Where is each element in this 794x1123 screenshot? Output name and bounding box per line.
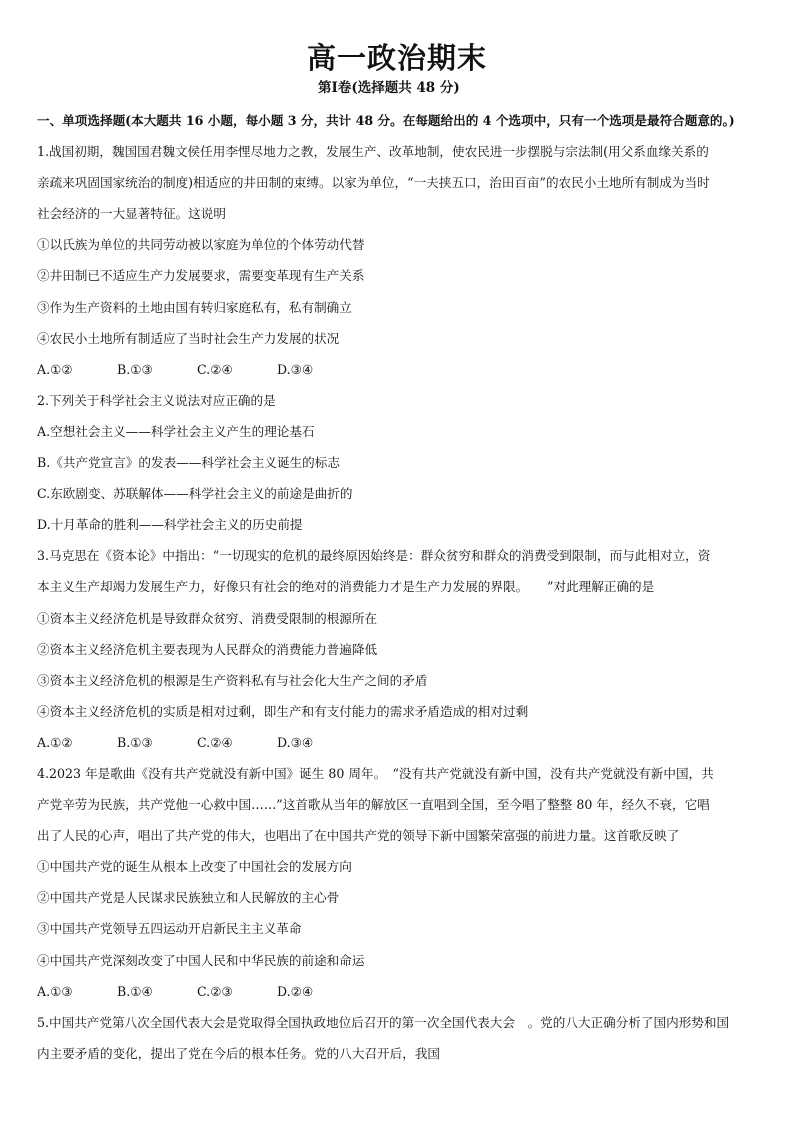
option-item: A.空想社会主义——科学社会主义产生的理论基石: [37, 423, 315, 439]
option-item: C.东欧剧变、苏联解体——科学社会主义的前途是曲折的: [37, 486, 353, 502]
statement-item: ③资本主义经济危机的根源是生产资料私有与社会化大生产之间的矛盾: [37, 672, 428, 688]
section-heading: 第Ⅰ卷(选择题共 48 分): [318, 80, 460, 96]
statement-item: ②井田制已不适应生产力发展要求，需要变革现有生产关系: [37, 268, 365, 284]
statement-item: ①以氏族为单位的共同劳动被以家庭为单位的个体劳动代替: [37, 237, 365, 253]
section-instructions: 一、单项选择题(本大题共 16 小题，每小题 3 分，共计 48 分。在每题给出的 4 个选项中，只有一个选项是最符合题意的。): [37, 113, 735, 128]
option-b: B.①③: [117, 734, 153, 750]
statement-item: ④农民小土地所有制适应了当时社会生产力发展的状况: [37, 330, 340, 346]
statement-item: ③中国共产党领导五四运动开启新民主主义革命: [37, 921, 302, 937]
question-stem-line: 本主义生产却竭力发展生产力，好像只有社会的绝对的消费能力才是生产力发展的界限。 ”对此理解正确的是: [37, 579, 655, 595]
question-stem-line: 1.战国初期，魏国国君魏文侯任用李悝尽地力之教，发展生产、改革地制，使农民进一步摆脱与宗法制(用父系血缘关系的: [37, 144, 709, 160]
answer-options: [37, 976, 762, 1007]
question-1: [37, 136, 762, 385]
statement-item: ①中国共产党的诞生从根本上改变了中国社会的发展方向: [37, 859, 352, 875]
statement-item: ②中国共产党是人民谋求民族独立和人民解放的主心骨: [37, 890, 340, 906]
option-a: A.①②: [37, 361, 73, 377]
question-stem-line: 4.2023 年是歌曲《没有共产党就没有新中国》诞生 80 周年。 “没有共产党就没有新中国，没有共产党就没有新中国，共: [37, 765, 714, 781]
question-4: [37, 758, 762, 1007]
answer-options: [37, 354, 762, 385]
question-3: [37, 540, 762, 758]
option-b: B.①④: [117, 983, 153, 999]
question-stem-line: 5.中国共产党第八次全国代表大会是党取得全国执政地位后召开的第一次全国代表大会 。党的八大正确分析了国内形势和国: [37, 1014, 730, 1030]
option-d: D.③④: [277, 361, 314, 377]
option-c: C.②④: [197, 361, 233, 377]
statement-item: ④资本主义经济危机的实质是相对过剩，即生产和有支付能力的需求矛盾造成的相对过剩: [37, 703, 529, 719]
option-c: C.②④: [197, 734, 233, 750]
answer-options: [37, 727, 762, 758]
exam-title: 高一政治期末: [306, 41, 487, 75]
question-stem-line: 出了人民的心声，唱出了共产党的伟大，也唱出了在中国共产党的领导下新中国繁荣富强的前进力量。这首歌反映了: [37, 828, 680, 844]
statement-item: ①资本主义经济危机是导致群众贫穷、消费受限制的根源所在: [37, 610, 378, 626]
exam-content: [37, 105, 762, 1069]
question-stem-line: 社会经济的一大显著特征。这说明: [37, 206, 226, 222]
question-5: [37, 1007, 762, 1069]
question-stem-line: 2.下列关于科学社会主义说法对应正确的是: [37, 392, 276, 408]
question-stem-line: 亲疏来巩固国家统治的制度)相适应的井田制的束缚。以家为单位，“一夫挟五口，治田百亩”的农民小土地所有制成为当时: [37, 175, 710, 191]
option-item: D.十月革命的胜利——科学社会主义的历史前提: [37, 517, 303, 533]
question-stem-line: 3.马克思在《资本论》中指出：“一切现实的危机的最终原因始终是：群众贫穷和群众的消费受到限制，而与此相对立，资: [37, 548, 711, 564]
option-b: B.①③: [117, 361, 153, 377]
option-c: C.②③: [197, 983, 233, 999]
option-d: D.②④: [277, 983, 314, 999]
question-stem-line: 内主要矛盾的变化，提出了党在今后的根本任务。党的八大召开后，我国: [37, 1045, 440, 1061]
option-d: D.③④: [277, 734, 314, 750]
statement-item: ④中国共产党深刻改变了中国人民和中华民族的前途和命运: [37, 952, 365, 968]
option-a: A.①②: [37, 734, 73, 750]
option-a: A.①③: [37, 983, 73, 999]
statement-item: ②资本主义经济危机主要表现为人民群众的消费能力普遍降低: [37, 641, 378, 657]
question-2: [37, 385, 762, 540]
statement-item: ③作为生产资料的土地由国有转归家庭私有，私有制确立: [37, 299, 352, 315]
option-item: B.《共产党宣言》的发表——科学社会主义诞生的标志: [37, 455, 340, 471]
question-stem-line: 产党辛劳为民族，共产党他一心救中国……”这首歌从当年的解放区一直唱到全国，至今唱了整整 80 年，经久不衰，它唱: [37, 797, 710, 813]
